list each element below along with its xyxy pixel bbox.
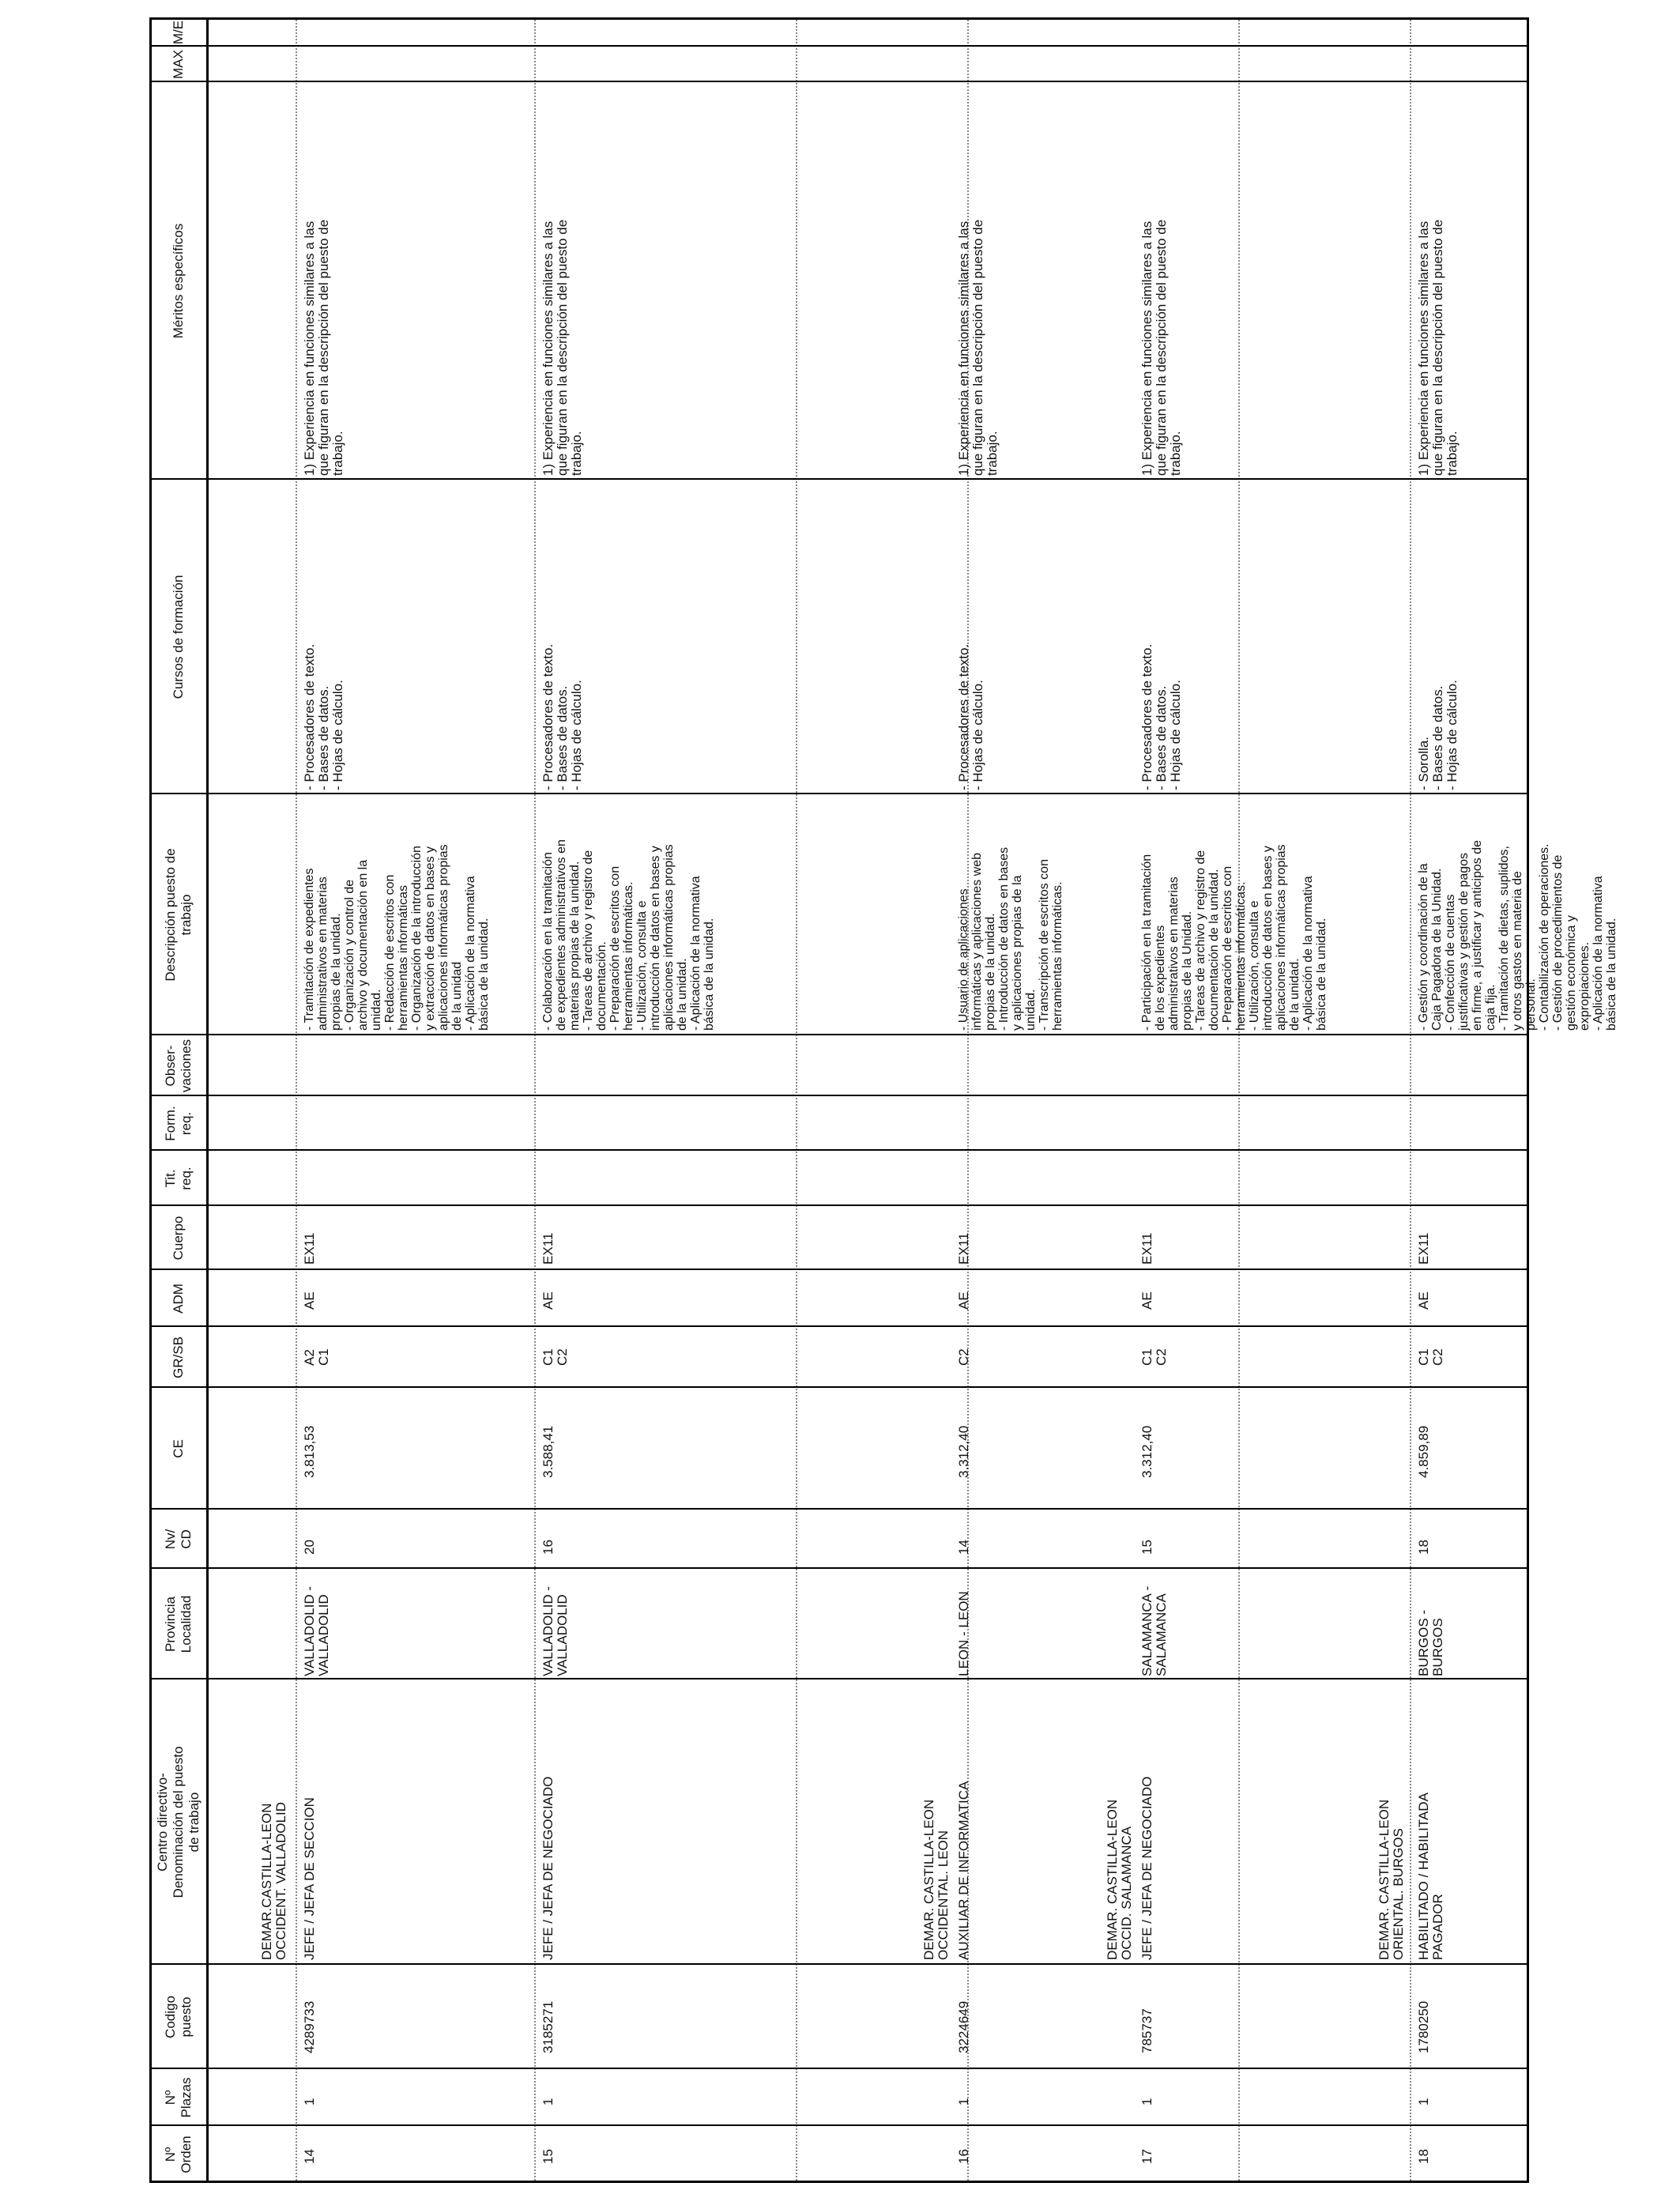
row-separator: [1238, 17, 1240, 2183]
header-titulacion: Tit. req.: [163, 1167, 194, 1190]
row-codigo: 3185271: [541, 2000, 556, 2053]
header-observaciones: Obser- vaciones: [163, 1039, 194, 1093]
header-max: MAX: [171, 50, 186, 79]
column-border: [149, 1325, 1529, 1327]
row-plazas: 1: [1139, 2098, 1155, 2105]
column-border: [149, 1678, 1529, 1679]
row-meritos: 1) Experiencia en funciones similares a las que figuran en la descripción del puesto de trabajo.: [956, 219, 1000, 476]
table-bottom-border: [1527, 17, 1529, 2183]
row-descripcion: - Participación en la tramitación de los expedientes administrativos en materias propias de la Unidad. - Tareas de archivo y registro de documentación de la unidad. - Preparación de escritos con herramientas informáticas. - Utilización, consulta e introducción de datos en bases y aplicaciones informáticas propias de la unidad. - Aplicación de la normativa básica de la unidad.: [1140, 844, 1328, 1031]
row-cuerpo: EX11: [541, 1232, 556, 1265]
row-denominacion: JEFE / JEFA DE NEGOCIADO: [541, 1776, 556, 1960]
row-adm: AE: [956, 1291, 971, 1310]
header-grupo: GR/SB: [171, 1336, 186, 1378]
header-meritos: Méritos específicos: [171, 223, 186, 339]
column-border: [149, 1034, 1529, 1035]
row-denominacion: HABILITADO / HABILITADA PAGADOR: [1416, 1793, 1445, 1960]
group-label: DEMAR.CASTILLA-LEON OCCIDENT. VALLADOLID: [259, 1802, 288, 1960]
row-descripcion: - Gestión y coordinación de la Caja Pagadora de la Unidad. - Confección de cuentas justificativas y gestión de pagos en firme, a justificar y anticipos de caja fija. - Tramitación de dietas, suplidos, y otros gastos en materia de personal. - Contabilización de operaciones. - Gestión de procedimientos de gestión económica y expropiaciones. - Aplicación de la normativa básica de la unidad.: [1417, 840, 1618, 1031]
row-cuerpo: EX11: [302, 1232, 317, 1265]
row-meritos: 1) Experiencia en funciones similares a las que figuran en la descripción del puesto de trabajo.: [1139, 219, 1183, 476]
row-plazas: 1: [541, 2098, 556, 2105]
table-top-border: [149, 17, 152, 2183]
column-border: [149, 17, 1529, 20]
column-border: [149, 1508, 1529, 1510]
row-ce: 3.813,53: [302, 1425, 317, 1478]
header-bottom-border: [206, 17, 209, 2183]
header-nivel: Nv/ CD: [163, 1529, 194, 1550]
column-border: [149, 1567, 1529, 1569]
row-codigo: 3224649: [956, 2000, 971, 2053]
row-separator: [296, 17, 297, 2183]
column-border: [149, 1963, 1529, 1965]
row-grupo: C1 C2: [541, 1348, 570, 1366]
header-denominacion: Centro directivo- Denominación del puesto de trabajo: [155, 1746, 202, 1898]
row-nivel: 20: [302, 1540, 317, 1555]
row-adm: AE: [1139, 1291, 1155, 1310]
row-plazas: 1: [1416, 2098, 1431, 2105]
row-meritos: 1) Experiencia en funciones similares a las que figuran en la descripción del puesto de trabajo.: [541, 219, 584, 476]
row-grupo: A2 C1: [302, 1348, 331, 1366]
column-border: [149, 2181, 1529, 2183]
row-cursos: - Procesadores de texto. - Bases de datos. - Hojas de cálculo.: [302, 643, 345, 790]
header-descripcion: Descripción puesto de trabajo: [163, 848, 194, 982]
row-denominacion: JEFE / JEFA DE NEGOCIADO: [1139, 1776, 1155, 1960]
row-plazas: 1: [956, 2098, 971, 2105]
row-codigo: 4289733: [302, 2000, 317, 2053]
row-denominacion: JEFE / JEFA DE SECCION: [302, 1797, 317, 1960]
row-provincia: VALLADOLID - VALLADOLID: [541, 1585, 570, 1676]
header-cursos: Cursos de formación: [171, 575, 186, 699]
row-adm: AE: [302, 1291, 317, 1310]
row-descripcion: - Usuario de aplicaciones informáticas y aplicaciones web propias de la unidad. - Introducción de datos en bases y aplicaciones propias de la unidad. - Transcripción de escritos con herramientas informáticas.: [957, 846, 1064, 1031]
row-provincia: BURGOS - BURGOS: [1416, 1609, 1445, 1676]
column-border: [149, 1095, 1529, 1096]
row-cursos: - Procesadores de texto. - Hojas de cálculo.: [956, 643, 985, 790]
rotated-table: [149, 17, 1618, 2183]
column-border: [149, 2124, 1529, 2126]
row-provincia: LEON - LEON: [956, 1591, 971, 1676]
row-cuerpo: EX11: [1139, 1232, 1155, 1265]
header-cuerpo: Cuerpo: [171, 1216, 186, 1261]
column-border: [149, 1204, 1529, 1206]
row-cursos: - Sorolla. - Bases de datos. - Hojas de cálculo.: [1416, 680, 1460, 790]
row-orden: 15: [541, 2149, 556, 2164]
row-grupo: C2: [956, 1348, 971, 1366]
row-ce: 3.312,40: [1139, 1425, 1155, 1478]
column-border: [149, 1386, 1529, 1388]
row-grupo: C1 C2: [1139, 1348, 1169, 1366]
row-provincia: VALLADOLID - VALLADOLID: [302, 1585, 331, 1676]
header-me: M/E: [171, 20, 186, 45]
row-meritos: 1) Experiencia en funciones similares a las que figuran en la descripción del puesto de trabajo.: [302, 219, 345, 476]
row-adm: AE: [1416, 1291, 1431, 1310]
group-label: DEMAR. CASTILLA-LEON OCCIDENTAL. LEON: [921, 1799, 951, 1960]
row-nivel: 14: [956, 1540, 971, 1555]
column-border: [149, 45, 1529, 47]
header-ce: CE: [171, 1439, 186, 1458]
row-nivel: 16: [541, 1540, 556, 1555]
row-orden: 17: [1139, 2149, 1155, 2164]
row-descripcion: - Tramitación de expedientes administrativos en materias propias de la unidad. - Organización y control de archivo y documentación en la unidad. - Redacción de escritos con herramientas informáticas - Organización de la introducción y extracción de datos en bases y aplicaciones informáticas propias de la unidad - Aplicación de la normativa básica de la unidad.: [303, 844, 491, 1031]
row-denominacion: AUXILIAR DE INFORMATICA: [956, 1781, 971, 1960]
header-adm: ADM: [171, 1284, 186, 1314]
header-formacion: Form. req.: [163, 1106, 194, 1141]
row-orden: 18: [1416, 2149, 1431, 2164]
row-plazas: 1: [302, 2098, 317, 2105]
row-ce: 4.859,89: [1416, 1425, 1431, 1478]
column-border: [149, 2068, 1529, 2069]
row-adm: AE: [541, 1291, 556, 1310]
column-border: [149, 1149, 1529, 1151]
row-separator: [1410, 17, 1411, 2183]
column-border: [149, 793, 1529, 794]
row-grupo: C1 C2: [1416, 1348, 1445, 1366]
row-cursos: - Procesadores de texto. - Bases de datos. - Hojas de cálculo.: [1139, 643, 1183, 790]
row-meritos: 1) Experiencia en funciones similares a las que figuran en la descripción del puesto de trabajo.: [1416, 219, 1460, 476]
row-codigo: 1780250: [1416, 2000, 1431, 2053]
header-codigo: Codigo puesto: [163, 1996, 194, 2038]
row-separator: [796, 17, 797, 2183]
header-plazas: Nº Plazas: [163, 2077, 194, 2118]
row-provincia: SALAMANCA - SALAMANCA: [1139, 1585, 1169, 1676]
row-cuerpo: EX11: [956, 1232, 971, 1265]
row-descripcion: - Colaboración en la tramitación de expedientes administrativos en materias propias de la unidad. - Tareas de archivo y registro de documentación. - Preparación de escritos con herramientas informáticas. - Utilización, consulta e introducción de datos en bases y aplicaciones informáticas propias de la unidad. - Aplicación de la normativa básica de la unidad.: [541, 839, 716, 1031]
row-cursos: - Procesadores de texto. - Bases de datos. - Hojas de cálculo.: [541, 643, 584, 790]
column-border: [149, 81, 1529, 82]
group-label: DEMAR. CASTILLA-LEON ORIENTAL. BURGOS: [1377, 1799, 1406, 1960]
header-provincia: Provincia Localidad: [163, 1595, 194, 1653]
column-border: [149, 1269, 1529, 1270]
row-codigo: 785737: [1139, 2008, 1155, 2053]
row-orden: 14: [302, 2149, 317, 2164]
row-ce: 3.588,41: [541, 1425, 556, 1478]
row-cuerpo: EX11: [1416, 1232, 1431, 1265]
row-nivel: 15: [1139, 1540, 1155, 1555]
row-orden: 16: [956, 2149, 971, 2164]
column-border: [149, 478, 1529, 480]
header-orden: Nº Orden: [163, 2136, 194, 2173]
group-label: DEMAR. CASTILLA-LEON OCCID. SALAMANCA: [1105, 1799, 1134, 1960]
row-ce: 3.312,40: [956, 1425, 971, 1478]
row-nivel: 18: [1416, 1540, 1431, 1555]
row-separator: [534, 17, 536, 2183]
